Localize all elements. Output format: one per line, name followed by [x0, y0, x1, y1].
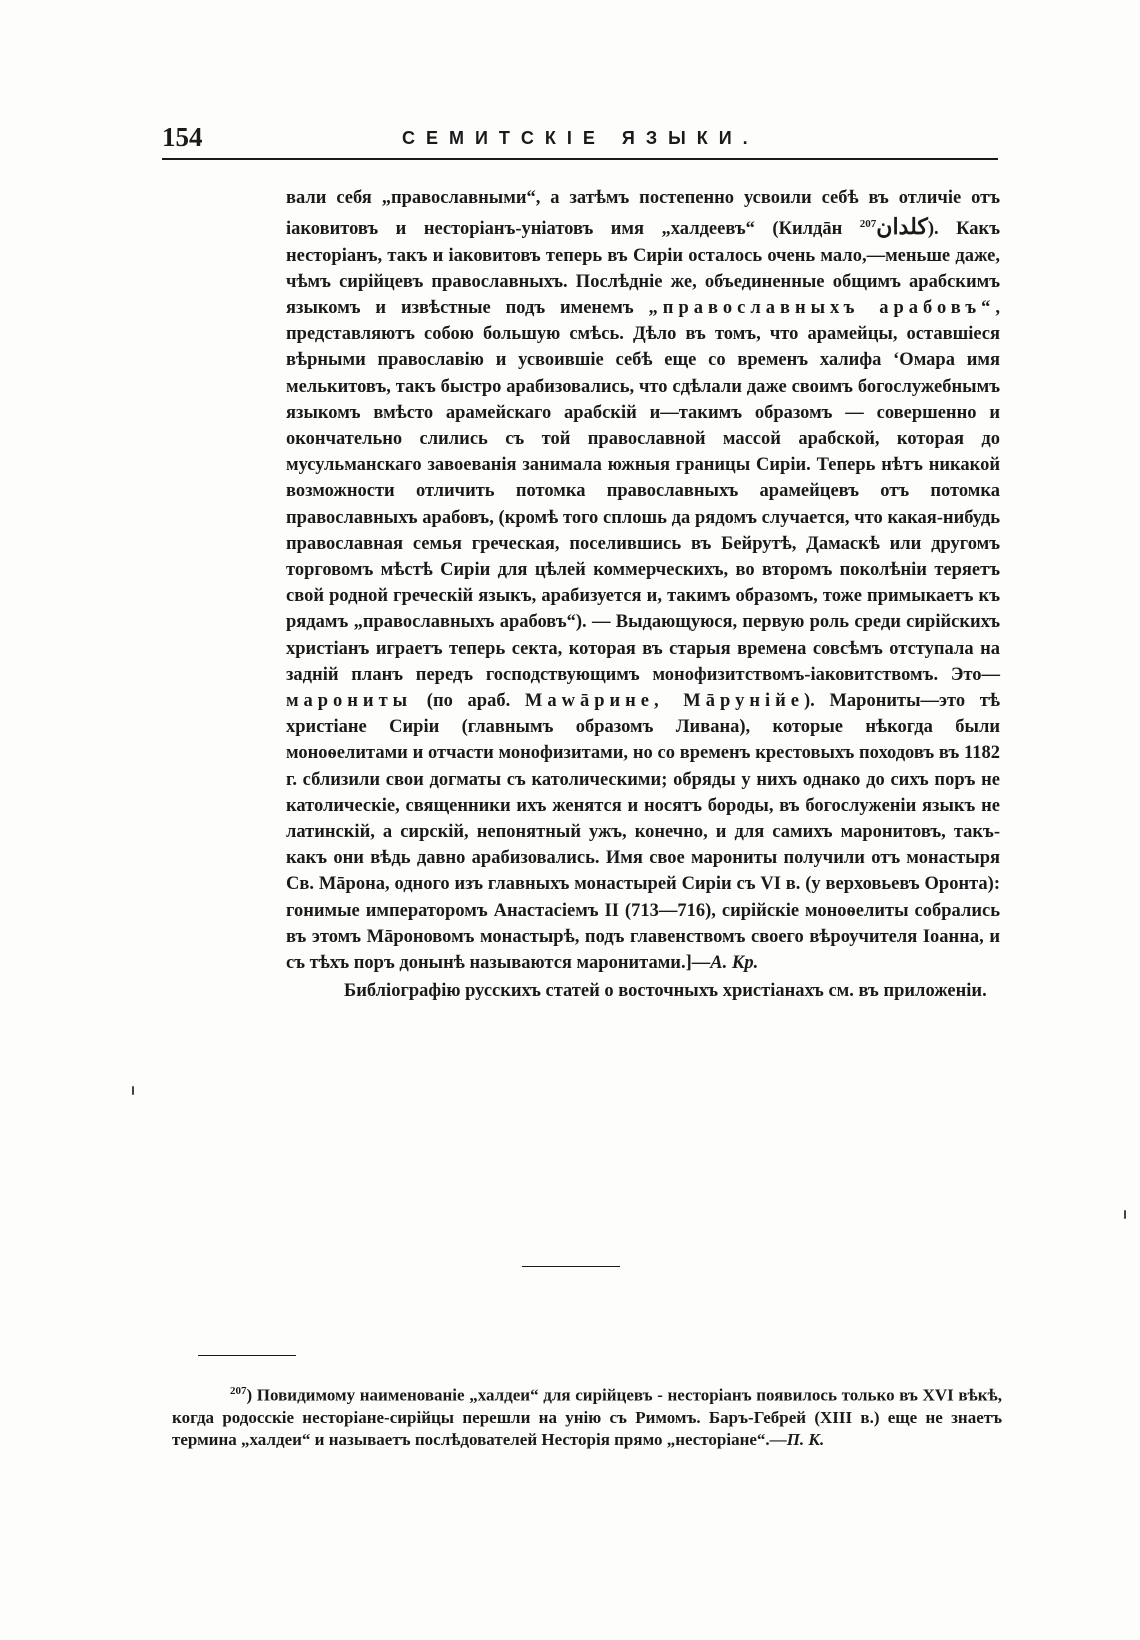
arabic-word: كلدان [876, 214, 928, 240]
page-header [162, 118, 998, 160]
footnote-signature: П. К. [786, 1429, 825, 1449]
paragraph-1 [286, 185, 1000, 976]
footnote-paragraph [172, 1380, 1002, 1451]
author-signature: А. Кр. [710, 953, 759, 974]
text-segment: , представляютъ собою большую смѣсь. Дѣло въ томъ, что арамейцы, оставшіеся вѣрными православію и усвоившіе себѣ еще со временъ халифа ‘Омара имя мелькитовъ, такъ быстро арабизовались, что сдѣлали даже своимъ богослужебнымъ языкомъ вмѣсто арамейскаго арабскій и—такимъ образомъ — совершенно и окончательно слились съ той православной массой арабской, которая до мусульманскаго завоеванія занимала южныя границы Сиріи. Теперь нѣтъ никакой возможности отличить потомка православныхъ арамейцевъ отъ потомка православныхъ арабовъ, (кромѣ того сплошь да рядомъ случается, что какая-нибудь православная семья греческая, поселившись въ Бейрутѣ, Дамаскѣ или другомъ торговомъ мѣстѣ Сиріи для цѣлей коммерческихъ, во второмъ поколѣніи теряетъ свой родной греческій языкъ, арабизуется и, такимъ образомъ, тоже примыкаетъ къ рядамъ „православныхъ арабовъ“). — Выдающуюся, первую роль среди сирійскихъ христіанъ играетъ теперь секта, которая въ старыя времена совсѣмъ отступала на задній планъ передъ господствующимъ монофизитствомъ-іаковитствомъ. Это— [286, 297, 1000, 685]
running-title: СЕМИТСКІЕ ЯЗЫКИ. [402, 128, 759, 148]
footnote-number: 207 [230, 1385, 247, 1397]
page-number: 154 [162, 122, 203, 152]
text-segment: вали себя „православными“, а затѣмъ постепенно усвоили себѣ въ отличіе отъ іаковитовъ и несторіанъ-уніатовъ имя „халдеевъ“ (Килдāн [286, 188, 1000, 240]
scan-speck [1124, 1210, 1126, 1219]
footnote-rule [198, 1355, 296, 1356]
spaced-term: „православныхъ арабовъ“ [648, 297, 996, 318]
footnote [172, 1380, 1002, 1451]
text-segment: ). Какъ несторіанъ, такъ и іаковитовъ теперь въ Сиріи осталось очень мало,—меньше даже, чѣмъ сирійцевъ православныхъ. Послѣдніе же, объединенные общимъ арабскимъ языкомъ и извѣстные подъ именемъ [286, 219, 1000, 318]
footnote-ref: 207 [859, 218, 877, 231]
text-segment: (по араб. [412, 691, 525, 712]
scan-speck [132, 1086, 134, 1095]
paragraph-2: Библіографію русскихъ статей о восточныхъ христіанахъ см. въ приложеніи. [344, 981, 987, 1002]
section-divider [522, 1266, 620, 1267]
spaced-term: марониты [286, 691, 413, 712]
footnote-text: ) Повидимому наименованіе „халдеи“ для сирійцевъ - несторіанъ появилось только въ XVI вѣкѣ, когда родосскіе несторіане-сирійцы перешли на унію съ Римомъ. Баръ-Гебрей (XIII в.) еще не знаетъ термина „халдеи“ и называетъ послѣдователей Несторія прямо „несторіане“.— [172, 1385, 1002, 1449]
spaced-term: Маwāрине, Мāрунiйе [524, 691, 804, 712]
main-text [286, 185, 1000, 1004]
text-segment: ). Марониты—это тѣ христіане Сиріи (главнымъ образомъ Ливана), которые нѣкогда были моноѳелитами и отчасти монофизитами, но со временъ крестовыхъ походовъ въ 1182 г. сблизили свои догматы съ католическими; обряды у нихъ однако до сихъ поръ не католическіе, священники ихъ женятся и носятъ бороды, въ богослуженіи языкъ не латинскій, а сирскій, непонятный ужъ, конечно, и для самихъ маронитовъ, такъ-какъ они вѣдь давно арабизовались. Имя свое марониты получили отъ монастыря Св. Мāрона, одного изъ главныхъ монастырей Сиріи съ VI в. (у верховьевъ Оронта): гонимые императоромъ Анастасіемъ II (713—716), сирійскіе моноѳелиты собрались въ этомъ Мāроновомъ монастырѣ, подъ главенствомъ своего вѣроучителя Іоанна, и съ тѣхъ поръ донынѣ называются маронитами.]— [286, 691, 1001, 974]
